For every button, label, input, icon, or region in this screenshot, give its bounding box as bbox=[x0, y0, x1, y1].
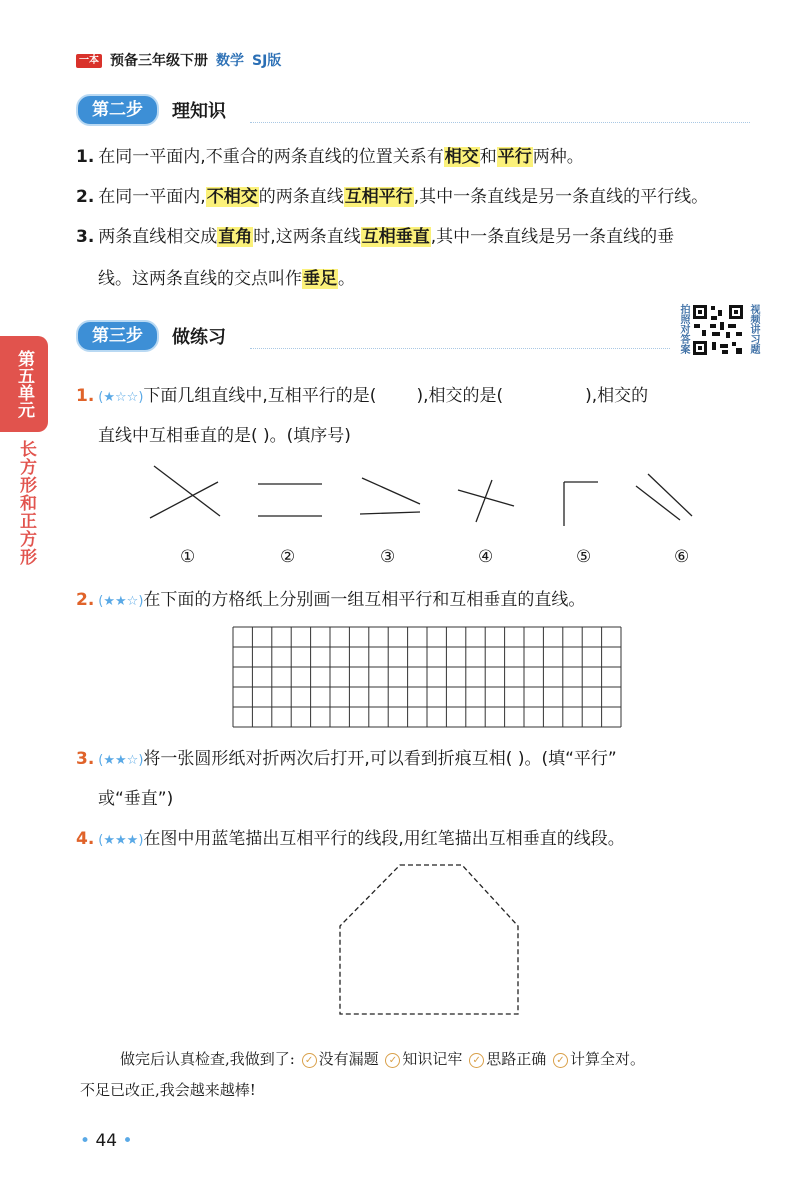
highlight-term: 不相交 bbox=[206, 187, 258, 207]
line-group-4-a bbox=[476, 480, 492, 522]
difficulty-stars: (★★☆) bbox=[98, 594, 144, 609]
book-title: 预备三年级下册 bbox=[110, 53, 208, 69]
section3-badge: 第三步 bbox=[76, 320, 159, 352]
page-dot-left: • bbox=[80, 1131, 96, 1151]
check-icon: ✓ bbox=[385, 1053, 400, 1068]
difficulty-stars: (★☆☆) bbox=[98, 390, 144, 405]
house-shape-figure[interactable] bbox=[330, 860, 530, 1020]
line-group-6-a bbox=[648, 474, 692, 516]
check-icon: ✓ bbox=[469, 1053, 484, 1068]
line-group-3-b bbox=[360, 512, 420, 514]
section2-divider bbox=[250, 122, 750, 123]
knowledge-item-3: 3. 两条直线相交成直角时,这两条直线互相垂直,其中一条直线是另一条直线的垂 bbox=[76, 227, 675, 247]
difficulty-stars: (★★☆) bbox=[98, 753, 144, 768]
line-group-6-b bbox=[636, 486, 680, 520]
edition-label: SJ版 bbox=[252, 53, 282, 69]
line-groups-figure bbox=[140, 456, 710, 536]
check-icon: ✓ bbox=[553, 1053, 568, 1068]
self-check-line-2: 不足已改正,我会越来越棒! bbox=[80, 1081, 256, 1099]
section3-title: 做练习 bbox=[172, 327, 226, 348]
section2-title: 理知识 bbox=[172, 101, 226, 122]
figure-label-6: ⑥ bbox=[674, 547, 690, 567]
qr-caption-right: 视频讲习题 bbox=[748, 304, 759, 354]
section2-badge: 第二步 bbox=[76, 94, 159, 126]
section3-divider bbox=[250, 348, 670, 349]
unit-tab: 第五单元 bbox=[0, 336, 48, 432]
book-header bbox=[110, 50, 281, 70]
subject-label: 数学 bbox=[216, 53, 244, 69]
grid-paper[interactable] bbox=[232, 626, 622, 728]
line-group-4-b bbox=[458, 490, 514, 506]
highlight-term: 相交 bbox=[444, 147, 479, 167]
question-1: 1. (★☆☆)下面几组直线中,互相平行的是( ),相交的是( ),相交的 bbox=[76, 386, 649, 406]
highlight-term: 互相垂直 bbox=[361, 227, 430, 247]
difficulty-stars: (★★★) bbox=[98, 833, 144, 848]
self-check-line: 做完后认真检查,我做到了: ✓ 没有漏题 ✓ 知识记牢 ✓ 思路正确 ✓ 计算全对。 bbox=[120, 1050, 646, 1068]
question-1-cont: 直线中互相垂直的是( )。(填序号) bbox=[98, 426, 351, 446]
figure-label-1: ① bbox=[180, 547, 196, 567]
qr-code-icon[interactable] bbox=[692, 304, 744, 356]
publisher-logo: 一本 bbox=[76, 54, 102, 68]
line-group-1-b bbox=[150, 482, 218, 518]
knowledge-item-3-cont: 线。这两条直线的交点叫作垂足。 bbox=[98, 269, 355, 289]
line-group-3-a bbox=[362, 478, 420, 504]
line-group-1-a bbox=[154, 466, 220, 516]
question-3-cont: 或“垂直”) bbox=[98, 789, 174, 809]
knowledge-item-2: 2. 在同一平面内,不相交的两条直线互相平行,其中一条直线是另一条直线的平行线。 bbox=[76, 187, 709, 207]
figure-label-4: ④ bbox=[478, 547, 494, 567]
check-icon: ✓ bbox=[302, 1053, 317, 1068]
page-dot-right: • bbox=[117, 1131, 133, 1151]
highlight-term: 平行 bbox=[497, 147, 532, 167]
qr-caption-left: 拍照对答案 bbox=[678, 304, 689, 354]
question-2: 2. (★★☆)在下面的方格纸上分别画一组互相平行和互相垂直的直线。 bbox=[76, 590, 586, 610]
highlight-term: 垂足 bbox=[303, 269, 337, 289]
unit-topic: 长方形和正方形 bbox=[16, 440, 36, 566]
question-3: 3. (★★☆)将一张圆形纸对折两次后打开,可以看到折痕互相( )。(填“平行” bbox=[76, 749, 617, 769]
highlight-term: 互相平行 bbox=[344, 187, 413, 207]
knowledge-item-1: 1. 在同一平面内,不重合的两条直线的位置关系有相交和平行两种。 bbox=[76, 147, 584, 167]
figure-label-5: ⑤ bbox=[576, 547, 592, 567]
figure-label-2: ② bbox=[280, 547, 296, 567]
page-number: • 44 • bbox=[80, 1131, 133, 1151]
figure-label-3: ③ bbox=[380, 547, 396, 567]
highlight-term: 直角 bbox=[218, 227, 253, 247]
question-4: 4. (★★★)在图中用蓝笔描出互相平行的线段,用红笔描出互相垂直的线段。 bbox=[76, 829, 625, 849]
